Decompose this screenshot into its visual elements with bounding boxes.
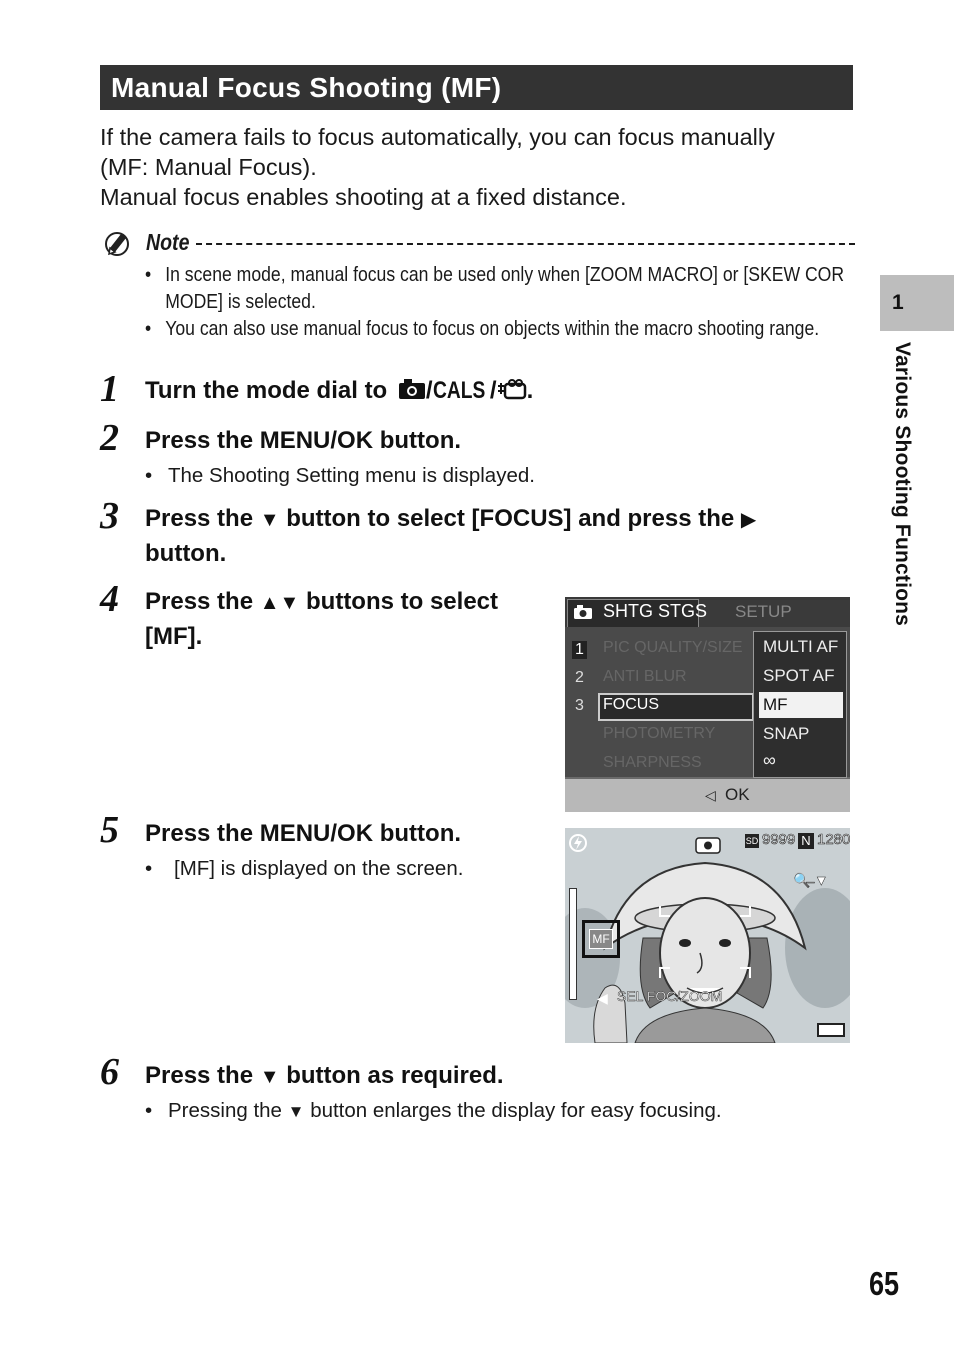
- focus-zoom-hint: SEL FOC/ZOOM: [617, 988, 723, 1004]
- down-arrow-icon: ▼: [259, 1066, 280, 1088]
- calsmode-label: CALS: [432, 377, 485, 404]
- menu-item: SHARPNESS: [603, 754, 702, 771]
- step-number: 1: [100, 368, 119, 410]
- down-arrow-icon: ▼: [287, 1102, 305, 1121]
- step-text: button as required.: [286, 1062, 504, 1089]
- down-arrow-icon: ▼: [259, 509, 280, 531]
- step-text: Press the: [145, 505, 254, 532]
- section-title: Manual Focus Shooting (MF): [100, 65, 853, 110]
- submenu-option: MULTI AF: [763, 637, 839, 656]
- chapter-number: 1: [892, 291, 904, 314]
- page-number: 2: [575, 669, 584, 686]
- menu-item: ANTI BLUR: [603, 668, 687, 685]
- menu-item-focus: FOCUS: [603, 696, 659, 713]
- step-text: buttons to select: [306, 588, 499, 615]
- step-text: [MF].: [145, 623, 203, 650]
- submenu-option: ∞: [763, 750, 776, 770]
- note-pencil-icon: [102, 228, 132, 258]
- step-title: Press the MENU/OK button.: [145, 820, 462, 847]
- note-label: Note: [146, 229, 190, 255]
- step-title: [145, 585, 545, 653]
- camera-tab-icon: [573, 604, 593, 620]
- left-arrow-icon: ◁: [705, 787, 716, 803]
- step-note: [145, 1098, 722, 1125]
- zoom-focus-icon: 🔍̶ ▼: [793, 872, 829, 888]
- step-text: button.: [145, 540, 227, 567]
- note-divider: [196, 243, 855, 245]
- mf-badge: MF: [589, 929, 613, 949]
- step-note: • [MF] is displayed on the screen.: [145, 856, 463, 882]
- up-down-arrows-icon: ▲▼: [259, 592, 300, 614]
- chapter-tab: [880, 275, 954, 331]
- step-title: [145, 1059, 504, 1094]
- step-title: Press the MENU/OK button.: [145, 427, 462, 454]
- step-number: 6: [100, 1051, 119, 1093]
- chapter-label: Various Shooting Functions: [891, 342, 914, 627]
- step-text: Pressing the: [168, 1099, 282, 1122]
- page-number: 65: [869, 1265, 900, 1302]
- step-number: 3: [100, 495, 119, 537]
- intro-line: Manual focus enables shooting at a fixed distance.: [100, 184, 627, 210]
- mf-display-screenshot: [565, 828, 850, 1043]
- list-item: • In scene mode, manual focus can be used only when [ZOOM MACRO] or [SKEW COR MODE] is selected.: [145, 262, 873, 316]
- flash-icon: [568, 832, 588, 854]
- intro-line: If the camera fails to focus automatically, you can focus manually: [100, 124, 775, 150]
- left-arrow-icon: ◀: [597, 990, 608, 1006]
- note-header: [100, 228, 855, 258]
- intro-text: [100, 122, 860, 212]
- intro-line: (MF: Manual Focus).: [100, 154, 317, 180]
- step-text: Press the: [145, 588, 254, 615]
- tab-setup: SETUP: [735, 602, 792, 621]
- step-text: Press the: [145, 1062, 254, 1089]
- step-text: button enlarges the display for easy focusing.: [310, 1099, 722, 1122]
- submenu-option: SPOT AF: [763, 666, 835, 685]
- step-number: 2: [100, 417, 119, 459]
- submenu-option: SNAP: [763, 724, 810, 743]
- step-text: Turn the mode dial to: [145, 377, 388, 404]
- sd-card-icon: SD: [745, 836, 759, 846]
- submenu-option-selected: MF: [763, 695, 788, 714]
- tab-shooting-settings: SHTG STGS: [603, 601, 708, 621]
- right-arrow-icon: ▶: [740, 509, 757, 531]
- step-number: 5: [100, 809, 119, 851]
- quality-badge: N: [798, 833, 814, 849]
- menu-footer-ok: OK: [725, 785, 750, 804]
- list-item: • You can also use manual focus to focus on objects within the macro shooting range.: [145, 316, 873, 343]
- step-title: Turn the mode dial to /CALS / .: [145, 374, 533, 407]
- menu-item: PHOTOMETRY: [603, 725, 716, 742]
- step-title: [145, 502, 855, 570]
- step-number: 4: [100, 578, 119, 620]
- step-note: • The Shooting Setting menu is displayed.: [145, 463, 535, 489]
- camera-mode-icon: [398, 378, 426, 400]
- scene-mode-icon: [497, 378, 527, 400]
- battery-icon: [817, 1023, 845, 1037]
- focus-scale-bar: [569, 888, 577, 1000]
- menu-item: PIC QUALITY/SIZE: [603, 639, 743, 656]
- image-size: 1280: [817, 831, 850, 848]
- camera-mode-icon: [695, 834, 721, 854]
- page-number: 1: [572, 641, 587, 659]
- remaining-shots: 9999: [762, 831, 796, 848]
- focus-menu-screenshot: [565, 597, 850, 812]
- page-number: 3: [575, 697, 584, 714]
- note-list: [145, 262, 857, 343]
- step-text: button to select [FOCUS] and press the: [286, 505, 735, 532]
